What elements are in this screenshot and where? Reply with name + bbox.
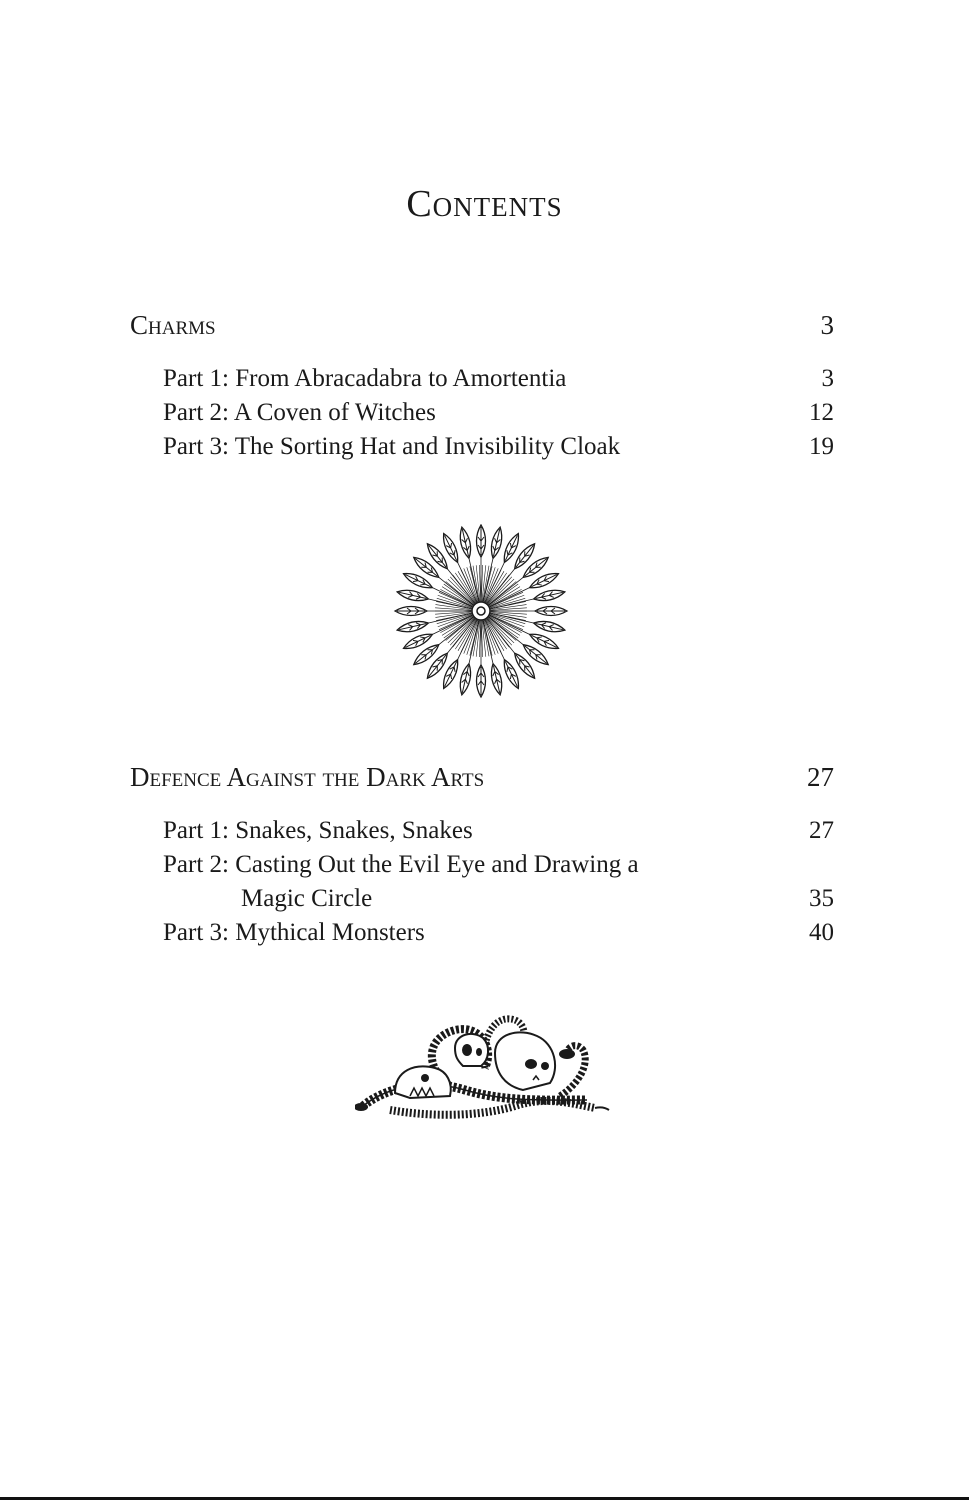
feather-wheel-ornament-icon	[393, 524, 573, 699]
entry-page-number: 12	[809, 399, 834, 426]
section-page-number: 3	[820, 310, 834, 340]
entry-page-number: 19	[809, 433, 834, 460]
toc-entry[interactable]	[163, 396, 834, 430]
page-title: Contents	[406, 183, 563, 225]
toc-entry[interactable]	[163, 848, 834, 916]
entry-title: Part 1: From Abracadabra to Amortentia	[163, 365, 567, 392]
toc-entry[interactable]	[163, 430, 834, 464]
toc-entry[interactable]	[163, 814, 834, 848]
entry-title: Part 1: Snakes, Snakes, Snakes	[163, 817, 473, 844]
toc-section-defence[interactable]	[130, 762, 834, 793]
section-heading: Charms	[130, 310, 216, 340]
entry-page-number: 27	[809, 817, 834, 844]
entry-title	[163, 848, 639, 916]
entry-title: Part 3: Mythical Monsters	[163, 919, 425, 946]
entry-page-number: 40	[809, 919, 834, 946]
snakes-and-skulls-ornament-icon	[355, 1008, 610, 1123]
entry-title-line: Part 2: Casting Out the Evil Eye and Drawing a	[163, 851, 639, 878]
entry-title: Part 2: A Coven of Witches	[163, 399, 436, 426]
entry-page-number: 3	[821, 365, 834, 392]
entry-title: Part 3: The Sorting Hat and Invisibility Cloak	[163, 433, 621, 460]
toc-entry[interactable]	[163, 362, 834, 396]
entry-title-continuation: Magic Circle	[241, 885, 373, 912]
toc-section-charms[interactable]	[130, 310, 834, 341]
toc-entry[interactable]	[163, 916, 834, 950]
section-page-number: 27	[807, 762, 834, 792]
entry-page-number: 35	[809, 885, 834, 912]
section-heading: Defence Against the Dark Arts	[130, 762, 485, 792]
